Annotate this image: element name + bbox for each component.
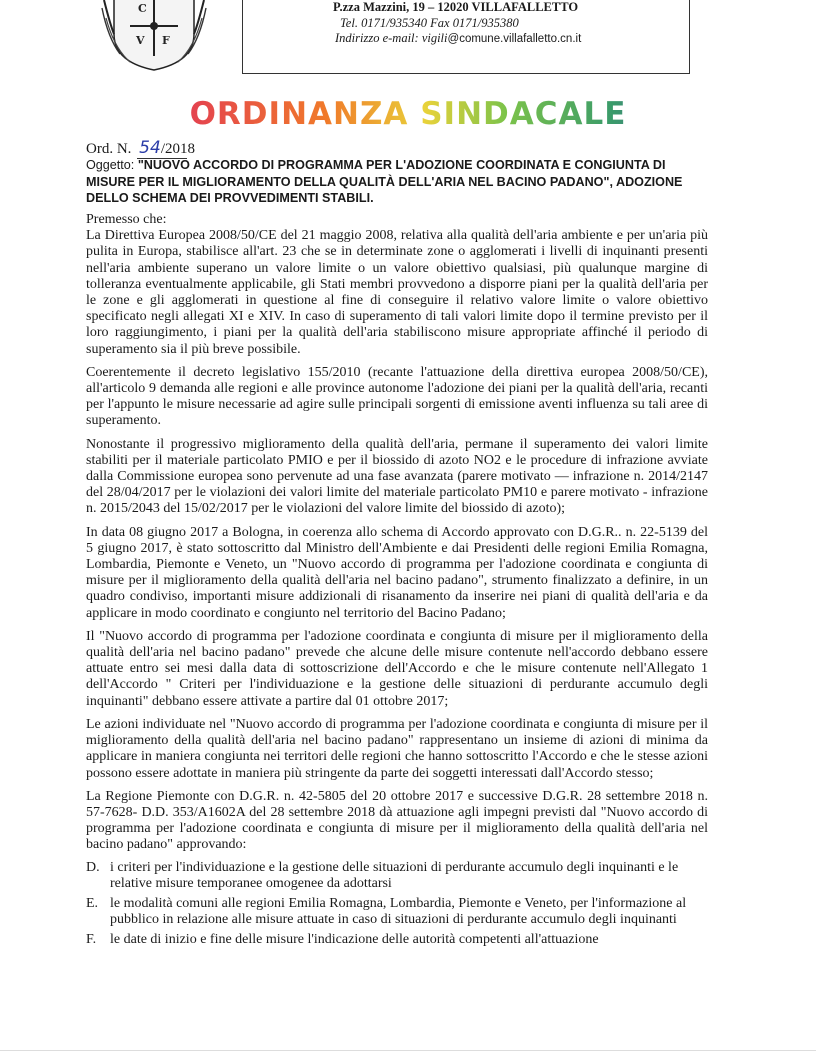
list-item-letter: E.	[86, 895, 99, 911]
letterhead-email	[335, 31, 581, 46]
email-label: Indirizzo e-mail:	[335, 31, 419, 45]
subject-text: "NUOVO ACCORDO DI PROGRAMMA PER L'ADOZIONE COORDINATA E CONGIUNTA DI MISURE PER IL MIGLIORAMENTO DELLA QUALITÀ DELL'ARIA NEL BACINO PADANO", ADOZIONE DELLO SCHEMA DEI PROVVEDIMENTI STABILI.	[86, 158, 683, 205]
svg-text:C: C	[138, 2, 147, 15]
svg-text:F: F	[162, 34, 170, 47]
svg-text:V: V	[136, 34, 145, 47]
subject-label: Oggetto:	[86, 158, 135, 172]
order-year: /2018	[160, 141, 195, 157]
list-item	[86, 896, 708, 928]
paragraph: La Direttiva Europea 2008/50/CE del 21 maggio 2008, relativa alla qualità dell'aria ambiente e per un'aria più pulita in Europa, stabilisce all'art. 23 che se in determinate zone o agglomerati i livelli di inquinanti presenti nell'aria ambiente superano un valore limite o un valore obiettivo qualsiasi, più qualunque margine di tolleranza eventualmente applicabile, gli Stati membri provvedono a disporre piani per la qualità dell'aria per le zone e gli agglomerati in questione al fine di conseguire il relativo valore limite o valore obiettivo specificato negli allegati XI e XIV. In caso di superamento di tali valori limite dopo il termine previsto per il loro raggiungimento, i piani per la qualità dell'aria stabiliscono misure appropriate affinché il periodo di superamento sia il più breve possibile.	[86, 228, 708, 357]
list-item	[86, 860, 708, 892]
paragraph: Il "Nuovo accordo di programma per l'adozione coordinata e congiunta di misure per il miglioramento della qualità dell'aria nel bacino padano" prevede che alcune delle misure contenute nell'accordo debbano essere attuate entro sei mesi dalla data di sottoscrizione dell'Accordo e che le misure contenute nell'Allegato 1 dell'Accordo " Criteri per l'individuazione e la gestione delle situazioni di perdurante accumulo degli inquinanti" debbano essere attivate a partire dal 01 ottobre 2017;	[86, 628, 708, 709]
email-user: vigili	[421, 31, 448, 45]
measures-list	[86, 860, 708, 949]
paragraph: Nonostante il progressivo miglioramento della qualità dell'aria, permane il superamento dei valori limite stabiliti per il materiale particolato PMIO e per il biossido di azoto NO2 e le procedure di infrazione avviate dalla Commissione europea sono pervenute ad una fase avanzata (parere motivato — infrazione n. 2014/2147 del 28/04/2017 per le violazioni dei valori limite del materiale particolato PM10 e parere motivato - infrazione n. 2015/2043 del 15/02/2017 per le violazioni del valore limite del biossido di azoto);	[86, 436, 708, 517]
order-number-field	[137, 138, 195, 159]
order-number-handwritten: 54	[139, 138, 161, 158]
list-item-text: le date di inizio e fine delle misure l'indicazione delle autorità competenti all'attuazione	[110, 932, 599, 948]
premesso-heading: Premesso che:	[86, 212, 167, 227]
paragraph: Le azioni individuate nel "Nuovo accordo di programma per l'adozione coordinata e congiunta di misure per il miglioramento della qualità dell'aria nel bacino padano" rappresentano un insieme di azioni di minima da applicare in maniera congiunta nei territori delle regioni che hanno sottoscritto l'Accordo e che le stesse azioni possono essere adottate in maniera più stringente da parte dei soggetti interessati dall'Accordo stesso;	[86, 716, 708, 781]
subject	[86, 157, 706, 207]
order-prefix: Ord. N.	[86, 141, 132, 157]
order-number	[86, 138, 195, 159]
list-item-text: i criteri per l'individuazione e la gestione delle situazioni di perdurante accumulo degli inquinanti e le relative misure temporanee omogenee da adottarsi	[110, 859, 679, 891]
page-bottom-edge	[0, 1050, 816, 1051]
paragraph: Coerentemente il decreto legislativo 155/2010 (recante l'attuazione della direttiva europea 2008/50/CE), all'articolo 9 demanda alle regioni e alle province autonome l'adozione dei piani per la qualità dell'aria, recanti per l'appunto le misure necessarie ad agire sulle principali sorgenti di emissione aventi influenza su tali aree di superamento.	[86, 364, 708, 429]
email-domain: @comune.villafalletto.cn.it	[447, 33, 582, 45]
letterhead-phone-fax: Tel. 0171/935340 Fax 0171/935380	[340, 16, 519, 30]
letterhead-address: P.zza Mazzini, 19 – 12020 VILLAFALLETTO	[333, 0, 579, 14]
document-title: ORDINANZA SINDACALE	[0, 96, 816, 132]
list-item-text: le modalità comuni alle regioni Emilia Romagna, Lombardia, Piemonte e Veneto, per l'informazione al pubblico in relazione alle misure attuate in caso di situazioni di perdurante accumulo degli inquinanti	[110, 895, 687, 928]
list-item-letter: F.	[86, 932, 97, 948]
paragraph: In data 08 giugno 2017 a Bologna, in coerenza allo schema di Accordo approvato con D.G.R.. n. 22-5139 del 5 giugno 2017, è stato sottoscritto dal Ministro dell'Ambiente e dai Presidenti delle regioni Emilia Romagna, Lombardia, Piemonte e Veneto, un "Nuovo accordo di programma per l'adozione coordinata e congiunta di misure per il miglioramento della qualità dell'aria nel bacino padano", strumento finalizzato a definire, in un quadro condiviso, importanti misure addizionali di risanamento da inserire nei piani di qualità dell'aria e da applicare in modo coordinato e congiunto nel territorio del Bacino Padano;	[86, 524, 708, 621]
paragraph: La Regione Piemonte con D.G.R. n. 42-5805 del 20 ottobre 2017 e successive D.G.R. 28 settembre 2018 n. 57-7628- D.D. 353/A1602A del 28 settembre 2018 dà attuazione agli impegni previsti dal "Nuovo accordo di programma per l'adozione coordinata e congiunta di misure per il miglioramento della qualità dell'aria nel bacino padano" approvando:	[86, 788, 708, 853]
document-body	[86, 212, 708, 953]
letterhead-box	[242, 0, 690, 74]
municipal-crest-logo	[100, 0, 208, 72]
list-item-letter: D.	[86, 859, 100, 875]
list-item	[86, 932, 708, 948]
